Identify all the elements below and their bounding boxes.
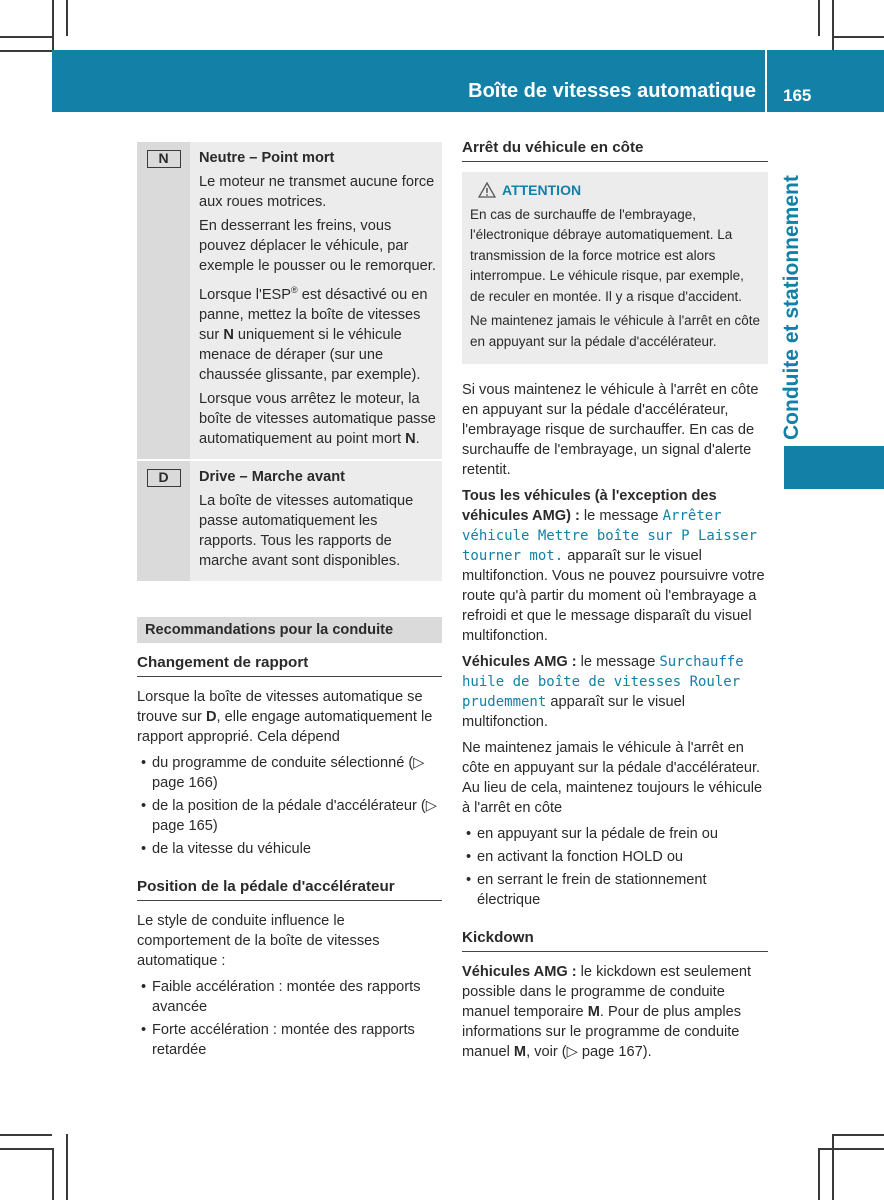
crop-mark: [832, 36, 884, 38]
gear-ref: N: [223, 326, 234, 343]
display-message: Surchauffe huile de boîte de vitesses Rouler prudemment: [462, 654, 744, 710]
text-run: . Pour de plus amples informations sur le programme de conduite manuel: [462, 1004, 742, 1060]
paragraph: Ne maintenez jamais le véhicule à l'arrêt en côte en appuyant sur la pédale d'accélérateur. Au lieu de cela, maintenez toujours le véhicule à l'arrêt en côte: [462, 740, 763, 816]
vehicle-scope-label: Véhicules AMG :: [462, 964, 577, 980]
crop-mark: [66, 0, 68, 36]
left-column: [137, 142, 442, 1064]
bullet-list: [137, 753, 442, 859]
crop-mark: [0, 50, 52, 52]
gear-key-n: N: [147, 150, 181, 168]
gear-title: Neutre – Point mort: [199, 150, 335, 166]
list-item: • en appuyant sur la pédale de frein ou: [462, 824, 768, 844]
gear-ref: M: [513, 1044, 527, 1060]
gear-row-d: [137, 459, 442, 581]
gear-ref: M: [587, 1004, 600, 1020]
crop-mark: [818, 1148, 884, 1150]
esp-paragraph: [199, 280, 436, 385]
gear-key-d: D: [147, 469, 181, 487]
text-run: Lorsque vous arrêtez le moteur, la boîte de vitesses automatique passe automatiquement au point mort: [199, 390, 436, 447]
bullet-list: [137, 977, 442, 1060]
text-run: le message: [576, 654, 660, 670]
gear-key-cell: [137, 142, 190, 459]
text-run: uniquement si le véhicule menace de déraper (sur une chaussée glissante, par exemple).: [199, 326, 421, 383]
gear-paragraph: En desserrant les freins, vous pouvez déplacer le véhicule, par exemple le pousser ou le remorquer.: [199, 218, 436, 274]
subsection-heading: Position de la pédale d'accélérateur: [137, 877, 442, 901]
list-item: • Faible accélération : montée des rapports avancée: [137, 977, 442, 1017]
paragraph: [462, 652, 768, 732]
gear-description: [190, 461, 442, 581]
vehicle-scope-label: Tous les véhicules (à l'exception des véhicules AMG) :: [462, 488, 717, 524]
crop-mark: [832, 0, 834, 50]
crop-mark: [52, 0, 54, 50]
page-title: Boîte de vitesses automatique: [468, 80, 756, 102]
text-run: Lorsque la boîte de vitesses automatique se trouve sur: [137, 688, 423, 725]
crop-mark: [818, 1148, 820, 1200]
paragraph: Si vous maintenez le véhicule à l'arrêt en côte en appuyant sur la pédale d'accélérateur, l'embrayage risque de surchauffer. En cas de surchauffe de l'embrayage, un signal d'alerte retentit.: [462, 382, 759, 478]
list-item: • de la position de la pédale d'accélérateur (▷ page 165): [137, 796, 442, 836]
gear-ref: D: [205, 708, 217, 725]
page-number: 165: [783, 86, 812, 105]
bullet-list: [462, 824, 768, 910]
warning-paragraph: En cas de surchauffe de l'embrayage, l'électronique débraye automatiquement. La transmission de la force motrice est alors interrompue. Le véhicule risque, par exemple, de reculer en montée. Il y a risque d'accident.: [470, 206, 744, 304]
warning-label: ATTENTION: [502, 182, 582, 198]
text-run: , elle engage automatiquement le rapport approprié. Cela dépend: [137, 708, 433, 745]
list-item: • Forte accélération : montée des rapports retardée: [137, 1020, 442, 1060]
engine-stop-paragraph: [199, 389, 436, 449]
crop-mark: [0, 36, 52, 38]
right-column: [462, 138, 768, 1068]
gear-key-cell: [137, 461, 190, 581]
vehicle-scope-label: Véhicules AMG :: [462, 654, 577, 670]
header-divider: [765, 50, 767, 112]
warning-header: [478, 180, 760, 201]
crop-mark: [832, 1134, 884, 1136]
text-run: le kickdown est seulement possible dans le programme de conduite manuel temporaire: [462, 964, 752, 1020]
gear-paragraph: Le moteur ne transmet aucune force aux roues motrices.: [199, 174, 435, 210]
text-run: apparaît sur le visuel multifonction.: [462, 694, 686, 730]
list-item: • en serrant le frein de stationnement électrique: [462, 870, 768, 910]
subsection-heading: Kickdown: [462, 928, 768, 952]
gear-description: [190, 142, 442, 459]
crop-mark: [66, 1134, 68, 1200]
text-run: le message: [579, 508, 663, 524]
crop-mark: [832, 1134, 834, 1200]
text-run: , voir (▷ page 167).: [526, 1044, 652, 1060]
gear-paragraph: La boîte de vitesses automatique passe automatiquement les rapports. Tous les rapports de marche avant sont disponibles.: [199, 492, 414, 569]
paragraph: [137, 687, 442, 747]
gear-ref: N: [405, 430, 416, 447]
crop-mark: [0, 1148, 52, 1150]
text-run: est désactivé ou en panne, mettez la boîte de vitesses sur: [199, 286, 428, 343]
warning-triangle-icon: [478, 182, 496, 198]
registered-mark: ®: [291, 285, 298, 295]
crop-mark: [818, 0, 820, 36]
paragraph: Le style de conduite influence le comportement de la boîte de vitesses automatique :: [137, 912, 380, 969]
warning-box: [462, 172, 768, 364]
crop-mark: [0, 1134, 52, 1136]
subsection-heading: Arrêt du véhicule en côte: [462, 138, 768, 162]
side-tab-marker: [784, 446, 884, 489]
gear-title: Drive – Marche avant: [199, 468, 346, 485]
side-tab-label: Conduite et stationnement: [780, 175, 803, 440]
text-run: apparaît sur le visuel multifonction. Vous ne pouvez poursuivre votre route qu'à partir du moment où l'embrayage a refroidi et que le message disparaît du visuel multifonction.: [462, 548, 765, 644]
subsection-heading: Changement de rapport: [137, 653, 442, 677]
display-message: Arrêter véhicule Mettre boîte sur P Laisser tourner mot.: [462, 508, 758, 564]
warning-paragraph: Ne maintenez jamais le véhicule à l'arrêt en côte en appuyant sur la pédale d'accélérateur.: [470, 313, 760, 349]
text-run: Lorsque l'ESP: [199, 286, 292, 303]
paragraph: [462, 962, 768, 1062]
list-item: • du programme de conduite sélectionné (▷ page 166): [137, 753, 442, 793]
gear-table: [137, 142, 442, 581]
paragraph: [462, 486, 768, 646]
gear-row-n: [137, 142, 442, 459]
text-run: .: [415, 430, 420, 447]
crop-mark: [52, 1148, 54, 1200]
section-title: Recommandations pour la conduite: [137, 617, 442, 643]
list-item: • en activant la fonction HOLD ou: [462, 847, 768, 867]
list-item: • de la vitesse du véhicule: [137, 839, 442, 859]
